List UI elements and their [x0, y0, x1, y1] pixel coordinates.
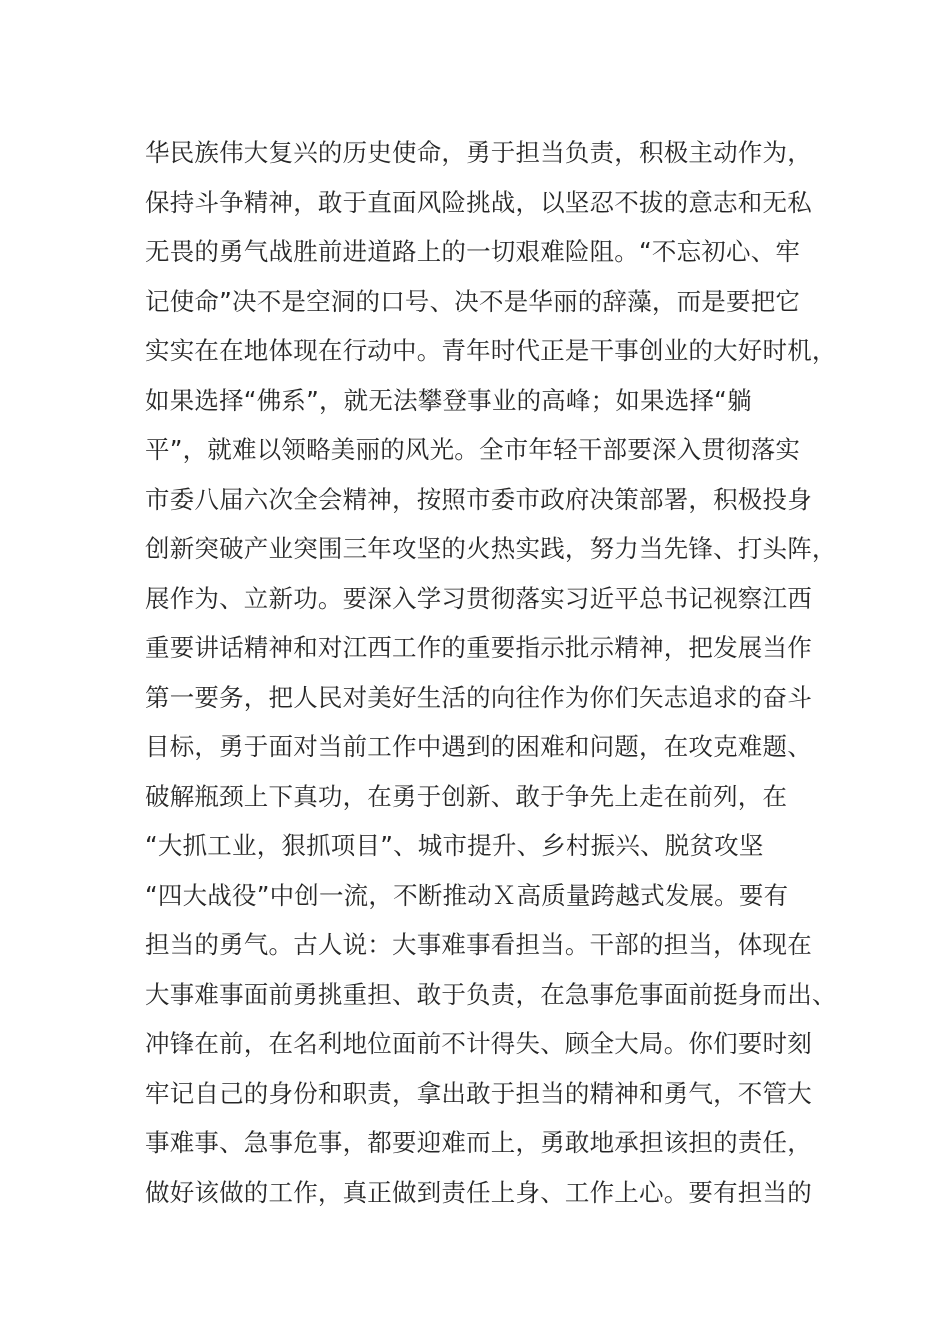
text-line-16: “四大战役”中创一流，不断推动Ｘ高质量跨越式发展。要有: [145, 880, 789, 910]
text-line-14: 破解瓶颈上下真功，在勇于创新、敢于争先上走在前列，在: [145, 781, 788, 811]
text-line-17: 担当的勇气。古人说：大事难事看担当。干部的担当，体现在: [145, 930, 812, 959]
text-line-7: 平”，就难以领略美丽的风光。全市年轻干部要深入贯彻落实: [145, 435, 801, 464]
text-line-9: 创新突破产业突围三年攻坚的火热实践，努力当先锋、打头阵，: [145, 534, 837, 563]
text-line-4: 记使命”决不是空洞的口号、决不是华丽的辞藻，而是要把它: [145, 286, 801, 316]
text-line-1: 华民族伟大复兴的历史使命，勇于担当负责，积极主动作为，: [145, 138, 812, 167]
text-line-10: 展作为、立新功。要深入学习贯彻落实习近平总书记视察江西: [145, 583, 812, 613]
text-line-2: 保持斗争精神，敢于直面风险挑战，以坚忍不拔的意志和无私: [145, 187, 812, 217]
body-text: [145, 128, 837, 1217]
text-line-13: 目标，勇于面对当前工作中遇到的困难和问题，在攻克难题、: [145, 732, 812, 761]
text-line-6: 如果选择“佛系”，就无法攀登事业的高峰；如果选择“躺: [145, 385, 752, 415]
text-line-15: “大抓工业，狠抓项目”、城市提升、乡村振兴、脱贫攻坚: [145, 831, 764, 860]
text-line-20: 牢记自己的身份和职责，拿出敢于担当的精神和勇气，不管大: [145, 1078, 812, 1108]
text-line-11: 重要讲话精神和对江西工作的重要指示批示精神，把发展当作: [145, 633, 812, 662]
text-line-8: 市委八届六次全会精神，按照市委市政府决策部署，积极投身: [145, 484, 812, 514]
text-line-5: 实实在在地体现在行动中。青年时代正是干事创业的大好时机，: [145, 336, 837, 365]
text-line-12: 第一要务，把人民对美好生活的向往作为你们矢志追求的奋斗: [145, 682, 812, 712]
text-line-21: 事难事、急事危事，都要迎难而上，勇敢地承担该担的责任，: [145, 1128, 812, 1157]
text-line-3: 无畏的勇气战胜前进道路上的一切艰难险阻。“不忘初心、牢: [145, 237, 801, 266]
text-line-22: 做好该做的工作，真正做到责任上身、工作上心。要有担当的: [145, 1177, 812, 1207]
text-line-18: 大事难事面前勇挑重担、敢于负责，在急事危事面前挺身而出、: [145, 979, 837, 1009]
text-line-19: 冲锋在前，在名利地位面前不计得失、顾全大局。你们要时刻: [145, 1029, 812, 1058]
